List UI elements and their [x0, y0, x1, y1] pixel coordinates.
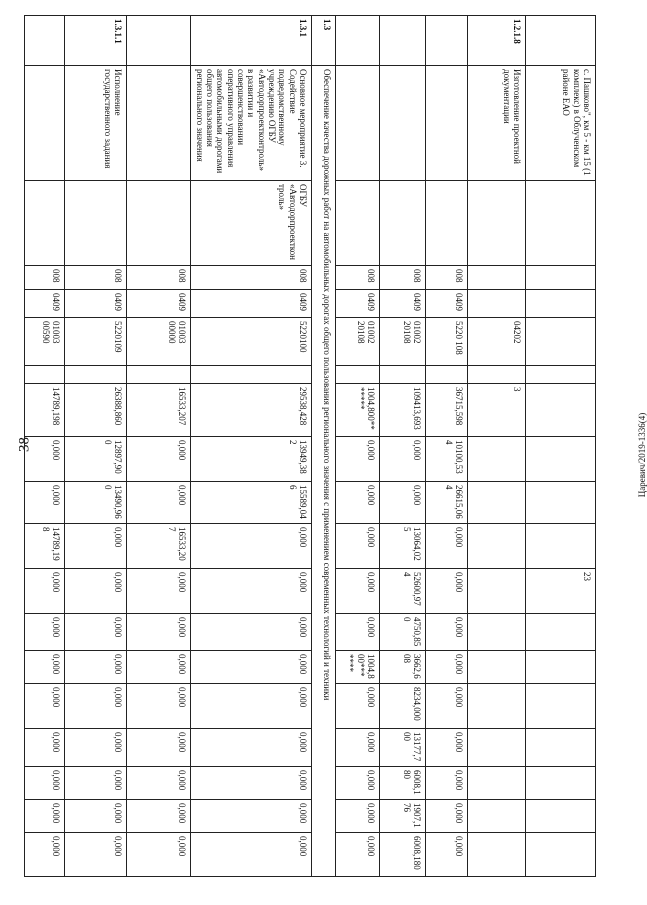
- value-cell: 0,000: [127, 569, 191, 614]
- value-cell: [468, 800, 526, 833]
- value-cell: 0,000: [191, 833, 312, 877]
- executor-cell: [468, 181, 526, 266]
- section-title-cell: Обеспечение качества дорожных работ на автомобильных дорогах общего пользования регионального значения с применением современных технологий и техники: [312, 66, 336, 877]
- value-cell: [468, 482, 526, 524]
- rz-pr-cell: 0409: [127, 290, 191, 318]
- name-cell: Изготовление проектной документации: [468, 66, 526, 181]
- value-cell: [526, 729, 596, 767]
- executor-cell: [336, 181, 380, 266]
- value-cell: 0,000: [191, 767, 312, 800]
- value-cell: 14789,198: [25, 384, 65, 437]
- value-cell: 15589,046: [191, 482, 312, 524]
- csr-cell: 04202: [468, 318, 526, 366]
- value-cell: 0,000: [65, 569, 127, 614]
- csr-cell: 01003 00590: [25, 318, 65, 366]
- name-cell: [380, 66, 426, 181]
- value-cell: 0,000: [25, 651, 65, 684]
- value-cell: 4750,850: [380, 614, 426, 651]
- value-cell: 0,000: [426, 569, 468, 614]
- value-cell: 0,000: [65, 684, 127, 729]
- rz-pr-cell: 0409: [380, 290, 426, 318]
- code-cell: [127, 16, 191, 66]
- value-cell: 13064,025: [380, 524, 426, 569]
- value-cell: 3: [468, 384, 526, 437]
- grbs-cell: 008: [191, 266, 312, 290]
- section-row: [312, 16, 336, 877]
- table-row: [468, 16, 526, 877]
- value-cell: 0,000: [336, 800, 380, 833]
- value-cell: 0,000: [25, 684, 65, 729]
- value-cell: 16533,207: [127, 524, 191, 569]
- value-cell: 0,000: [336, 729, 380, 767]
- code-cell: 1.2.1.8: [468, 16, 526, 66]
- value-cell: 0,000: [426, 684, 468, 729]
- value-cell: 13490,960: [65, 482, 127, 524]
- value-cell: 0,000: [25, 569, 65, 614]
- vr-cell: [191, 366, 312, 384]
- csr-cell: 01002 20108: [336, 318, 380, 366]
- value-cell: 0,000: [127, 651, 191, 684]
- value-cell: [526, 651, 596, 684]
- value-cell: 0,000: [127, 482, 191, 524]
- executor-cell: [25, 181, 65, 266]
- value-cell: 0,000: [380, 437, 426, 482]
- vr-cell: [426, 366, 468, 384]
- value-cell: 0,000: [191, 614, 312, 651]
- value-cell: [468, 614, 526, 651]
- value-cell: [468, 437, 526, 482]
- value-cell: 0,000: [127, 684, 191, 729]
- rz-pr-cell: 0409: [191, 290, 312, 318]
- name-cell: [336, 66, 380, 181]
- csr-cell: 01003 00000: [127, 318, 191, 366]
- value-cell: 0,000: [127, 729, 191, 767]
- value-cell: 1907,176: [380, 800, 426, 833]
- executor-cell: [65, 181, 127, 266]
- rz-pr-cell: 0409: [65, 290, 127, 318]
- rz-pr-cell: [526, 290, 596, 318]
- value-cell: 16533,207: [127, 384, 191, 437]
- value-cell: 0,000: [65, 651, 127, 684]
- name-cell: [426, 66, 468, 181]
- value-cell: 1004,800*******: [336, 384, 380, 437]
- table-row: [191, 16, 312, 877]
- value-cell: 0,000: [25, 482, 65, 524]
- value-cell: 0,000: [127, 833, 191, 877]
- value-cell: [468, 767, 526, 800]
- table-row: [426, 16, 468, 877]
- csr-cell: 5220100: [191, 318, 312, 366]
- vr-cell: [65, 366, 127, 384]
- value-cell: 6008,180: [380, 767, 426, 800]
- value-cell: 0,000: [426, 800, 468, 833]
- value-cell: [468, 569, 526, 614]
- code-cell: [25, 16, 65, 66]
- value-cell: 0,000: [336, 684, 380, 729]
- executor-cell: [526, 181, 596, 266]
- name-cell: с. Пашково", км 5 - км 15 (1 комплекс) в Облученском районе ЕАО: [526, 66, 596, 181]
- value-cell: 8234,000: [380, 684, 426, 729]
- document-id: Царевич/2019-1336(4): [637, 412, 647, 498]
- name-cell: [25, 66, 65, 181]
- value-cell: 0,000: [127, 767, 191, 800]
- value-cell: 26615,064: [426, 482, 468, 524]
- csr-cell: 5220109: [65, 318, 127, 366]
- value-cell: 0,000: [191, 684, 312, 729]
- name-cell: [127, 66, 191, 181]
- rotated-table-wrapper: [40, 15, 596, 870]
- value-cell: 0,000: [25, 767, 65, 800]
- value-cell: 26388,860: [65, 384, 127, 437]
- value-cell: 0,000: [65, 614, 127, 651]
- value-cell: [526, 800, 596, 833]
- grbs-cell: 008: [127, 266, 191, 290]
- value-cell: [468, 833, 526, 877]
- value-cell: 0,000: [426, 767, 468, 800]
- value-cell: 52600,974: [380, 569, 426, 614]
- value-cell: [468, 651, 526, 684]
- code-cell: 1.3.1.1: [65, 16, 127, 66]
- value-cell: 10100,534: [426, 437, 468, 482]
- value-cell: 0,000: [191, 800, 312, 833]
- value-cell: [526, 767, 596, 800]
- table-row: [380, 16, 426, 877]
- value-cell: 0,000: [426, 833, 468, 877]
- value-cell: 0,000: [25, 729, 65, 767]
- value-cell: 3662,608: [380, 651, 426, 684]
- value-cell: 13949,382: [191, 437, 312, 482]
- value-cell: 0,000: [336, 569, 380, 614]
- table-row: [127, 16, 191, 877]
- value-cell: [468, 524, 526, 569]
- value-cell: 0,000: [127, 614, 191, 651]
- value-cell: 0,000: [191, 729, 312, 767]
- value-cell: 0,000: [65, 833, 127, 877]
- value-cell: [526, 384, 596, 437]
- vr-cell: [25, 366, 65, 384]
- value-cell: [468, 729, 526, 767]
- table-row: [336, 16, 380, 877]
- value-cell: 109413,693: [380, 384, 426, 437]
- value-cell: 36715,598: [426, 384, 468, 437]
- value-cell: 0,000: [127, 800, 191, 833]
- vr-cell: [468, 366, 526, 384]
- grbs-cell: 008: [380, 266, 426, 290]
- value-cell: [468, 684, 526, 729]
- code-cell: [380, 16, 426, 66]
- value-cell: 14789,198: [25, 524, 65, 569]
- value-cell: 0,000: [336, 437, 380, 482]
- grbs-cell: 008: [426, 266, 468, 290]
- rz-pr-cell: 0409: [426, 290, 468, 318]
- csr-cell: [526, 318, 596, 366]
- value-cell: 0,000: [65, 767, 127, 800]
- value-cell: 0,000: [380, 482, 426, 524]
- value-cell: [526, 482, 596, 524]
- value-cell: 0,000: [25, 437, 65, 482]
- name-cell: Основное мероприятие 3. Содействие подведомственному учреждению ОГБУ «Автодорпроектконтроль» в развитии и совершенствовании оперативного управления автомобильными дорогами общего пользования регионального значения: [191, 66, 312, 181]
- value-cell: [526, 684, 596, 729]
- vr-cell: [526, 366, 596, 384]
- value-cell: 1004,800*******: [336, 651, 380, 684]
- value-cell: 0,000: [191, 569, 312, 614]
- value-cell: 0,000: [65, 729, 127, 767]
- value-cell: 29538,428: [191, 384, 312, 437]
- table-row: [526, 16, 596, 877]
- csr-cell: 5220 108: [426, 318, 468, 366]
- value-cell: 0,000: [65, 800, 127, 833]
- table-row: [25, 16, 65, 877]
- value-cell: [526, 614, 596, 651]
- value-cell: 0,000: [426, 651, 468, 684]
- vr-cell: [336, 366, 380, 384]
- grbs-cell: [468, 266, 526, 290]
- value-cell: 6008,180: [380, 833, 426, 877]
- value-cell: [526, 437, 596, 482]
- grbs-cell: [526, 266, 596, 290]
- value-cell: 0,000: [25, 614, 65, 651]
- executor-cell: [127, 181, 191, 266]
- value-cell: 0,000: [336, 833, 380, 877]
- rz-pr-cell: 0409: [336, 290, 380, 318]
- executor-cell: [380, 181, 426, 266]
- code-cell: [336, 16, 380, 66]
- name-cell: Исполнение государственного задания: [65, 66, 127, 181]
- value-cell: 23: [526, 569, 596, 614]
- value-cell: 0,000: [191, 524, 312, 569]
- value-cell: 0,000: [426, 729, 468, 767]
- grbs-cell: 008: [25, 266, 65, 290]
- vr-cell: [380, 366, 426, 384]
- code-cell: [426, 16, 468, 66]
- value-cell: 0,000: [25, 833, 65, 877]
- page-number: 38: [16, 437, 33, 452]
- rz-pr-cell: [468, 290, 526, 318]
- value-cell: 13177,700: [380, 729, 426, 767]
- value-cell: 0,000: [336, 482, 380, 524]
- table-row: [65, 16, 127, 877]
- rz-pr-cell: 0409: [25, 290, 65, 318]
- code-cell: 1.3.1: [191, 16, 312, 66]
- value-cell: 0,000: [191, 651, 312, 684]
- value-cell: 0,000: [336, 767, 380, 800]
- value-cell: 0,000: [426, 524, 468, 569]
- grbs-cell: 008: [65, 266, 127, 290]
- grbs-cell: 008: [336, 266, 380, 290]
- value-cell: 0,000: [65, 524, 127, 569]
- value-cell: 0,000: [336, 524, 380, 569]
- executor-cell: [426, 181, 468, 266]
- vr-cell: [127, 366, 191, 384]
- csr-cell: 01002 20108: [380, 318, 426, 366]
- code-cell: [526, 16, 596, 66]
- value-cell: 0,000: [127, 437, 191, 482]
- budget-table: [24, 15, 596, 877]
- executor-cell: ОГБУ «Автодорпроектконтроль»: [191, 181, 312, 266]
- value-cell: 0,000: [336, 614, 380, 651]
- value-cell: [526, 524, 596, 569]
- section-code-cell: 1.3: [312, 16, 336, 66]
- value-cell: 0,000: [426, 614, 468, 651]
- value-cell: 12897,900: [65, 437, 127, 482]
- value-cell: [526, 833, 596, 877]
- value-cell: 0,000: [25, 800, 65, 833]
